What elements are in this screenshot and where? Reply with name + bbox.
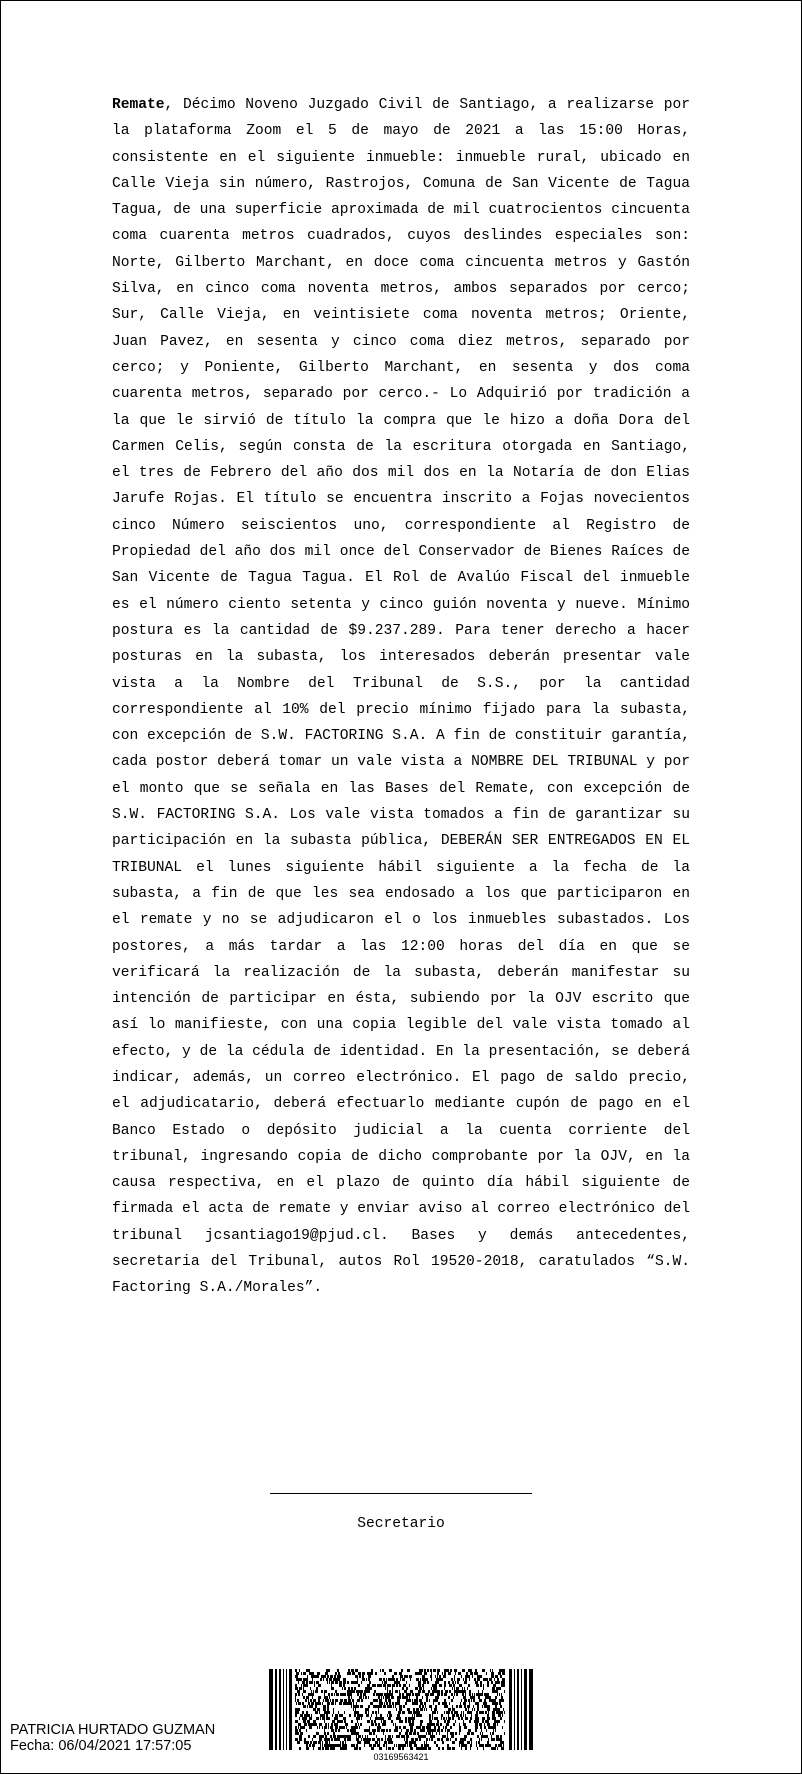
- signer-date: Fecha: 06/04/2021 17:57:05: [10, 1738, 192, 1754]
- signer-name: PATRICIA HURTADO GUZMAN: [10, 1722, 216, 1738]
- document-body: [112, 92, 690, 1302]
- barcode-number: 03169563421: [373, 1752, 429, 1762]
- barcode-graphic: [269, 1669, 533, 1750]
- signature-line: [270, 1493, 532, 1494]
- barcode-icon: [269, 1669, 533, 1750]
- signer-block: [10, 1722, 215, 1754]
- lead-word: Remate: [112, 97, 165, 113]
- body-text: , Décimo Noveno Juzgado Civil de Santiago, a realizarse por la plataforma Zoom el 5 de mayo de 2021 a las 15:00 Horas, consistente en el siguiente inmueble: inmueble rural, ubicado en Calle Vieja sin número, Rastrojos, Comuna de San Vicente de Tagua Tagua, de una superficie aproximada de mil cuatrocientos cincuenta coma cuarenta metros cuadrados, cuyos deslindes especiales son: Norte, Gilberto Marchant, en doce coma cincuenta metros y Gastón Silva, en cinco coma noventa metros, ambos separados por cerco; Sur, Calle Vieja, en veintisiete coma noventa metros; Oriente, Juan Pavez, en sesenta y cinco coma diez metros, separado por cerco; y Poniente, Gilberto Marchant, en sesenta y dos coma cuarenta metros, separado por cerco.- Lo Adquirió por tradición a la que le sirvió de título la compra que le hizo a doña Dora del Carmen Celis, según consta de la escritura otorgada en Santiago, el tres de Febrero del año dos mil dos en la Notaría de don Elias Jarufe Rojas. El título se encuentra inscrito a Fojas novecientos cinco Número seiscientos uno, correspondiente al Registro de Propiedad del año dos mil once del Conservador de Bienes Raíces de San Vicente de Tagua Tagua. El Rol de Avalúo Fiscal del inmueble es el número ciento setenta y cinco guión noventa y nueve. Mínimo postura es la cantidad de $9.237.289. Para tener derecho a hacer posturas en la subasta, los interesados deberán presentar vale vista a la Nombre del Tribunal de S.S., por la cantidad correspondiente al 10% del precio mínimo fijado para la subasta, con excepción de S.W. FACTORING S.A. A fin de constituir garantía, cada postor deberá tomar un vale vista a NOMBRE DEL TRIBUNAL y por el monto que se señala en las Bases del Remate, con excepción de S.W. FACTORING S.A. Los vale vista tomados a fin de garantizar su participación en la subasta pública, DEBERÁN SER ENTREGADOS EN EL TRIBUNAL el lunes siguiente hábil siguiente a la fecha de la subasta, a fin de que les sea endosado a los que participaron en el remate y no se adjudicaron el o los inmuebles subastados. Los postores, a más tardar a las 12:00 horas del día en que se verificará la realización de la subasta, deberán manifestar su intención de participar en ésta, subiendo por la OJV escrito que así lo manifieste, con una copia legible del vale vista tomado al efecto, y de la cédula de identidad. En la presentación, se deberá indicar, además, un correo electrónico. El pago de saldo precio, el adjudicatario, deberá efectuarlo mediante cupón de pago en el Banco Estado o depósito judicial a la cuenta corriente del tribunal, ingresando copia de dicho comprobante por la OJV, en la causa respectiva, en el plazo de quinto día hábil siguiente de firmada el acta de remate y enviar aviso al correo electrónico del tribunal jcsantiago19@pjud.cl. Bases y demás antecedentes, secretaria del Tribunal, autos Rol 19520-2018, caratulados “S.W. Factoring S.A./Morales”.: [112, 97, 691, 1297]
- signature-label: Secretario: [357, 1516, 445, 1532]
